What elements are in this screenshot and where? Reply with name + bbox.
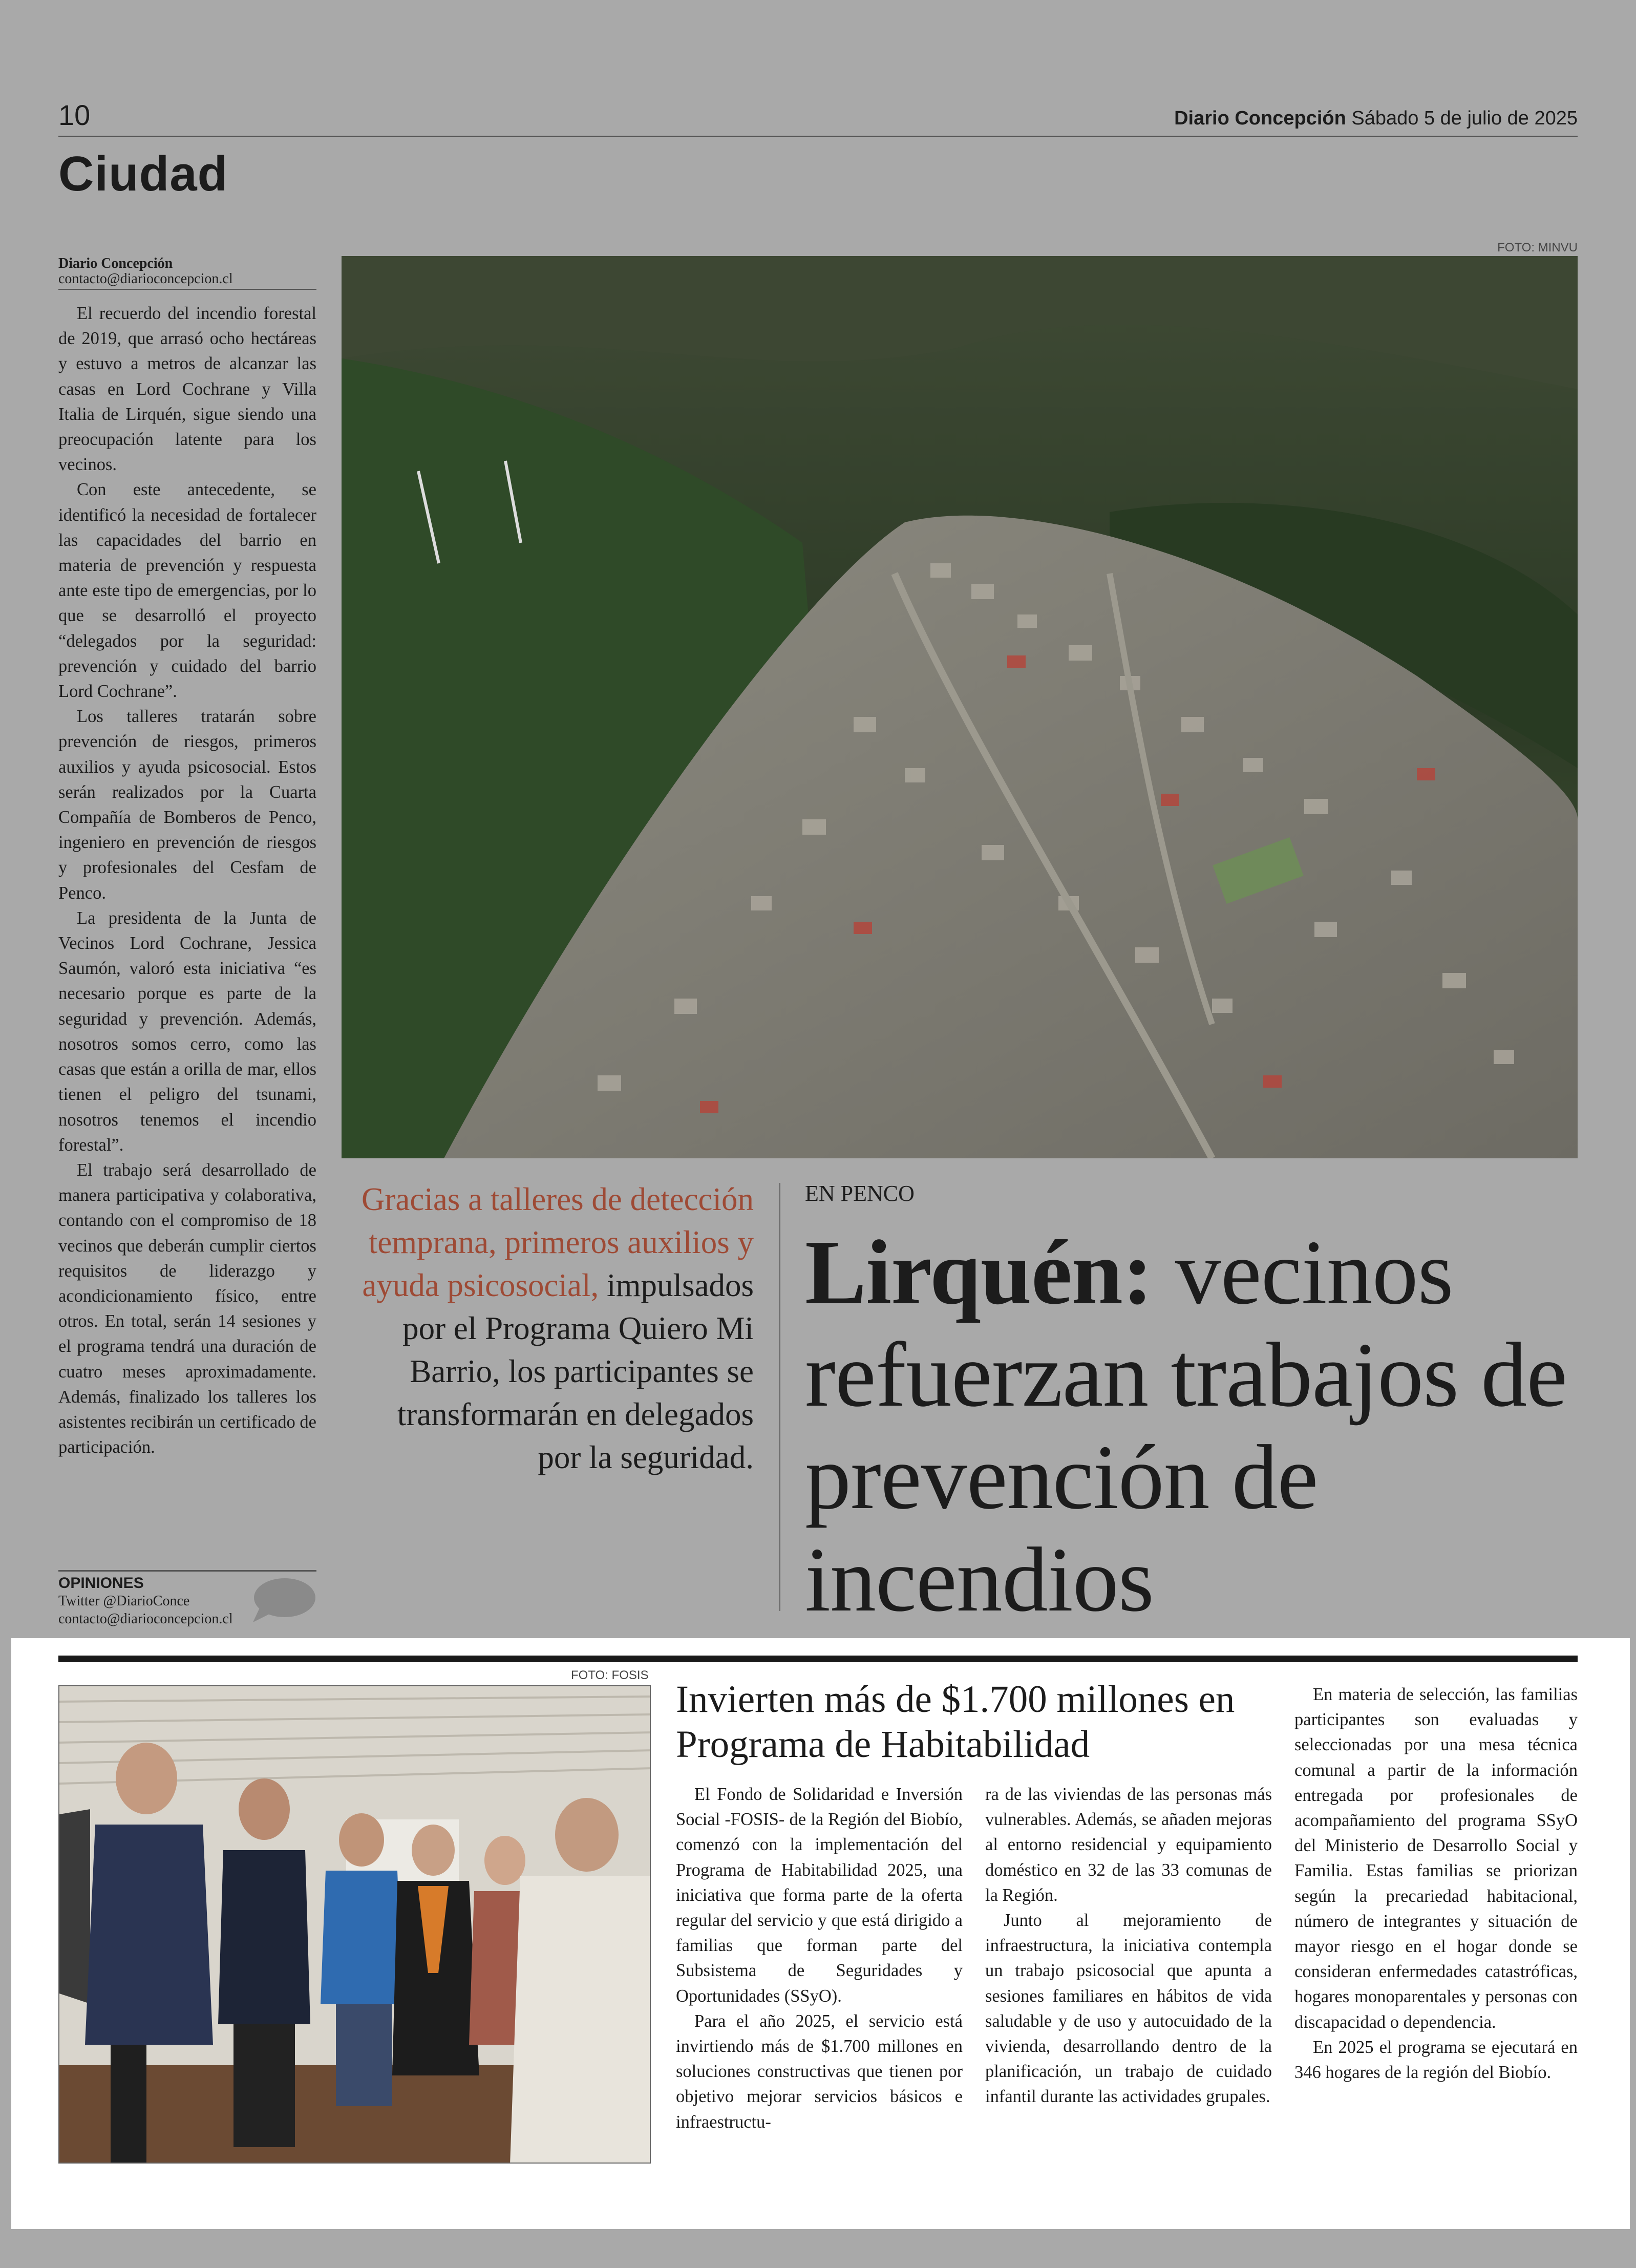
opiniones-email: contacto@diarioconcepcion.cl <box>58 1611 233 1627</box>
main-headline <box>805 1221 1583 1631</box>
article-paragraph: El recuerdo del incendio forestal de 2019, que arrasó ocho hectáreas y estuvo a metros de alcanzar las casas en Lord Cochrane y Villa Italia de Lirquén, sigue siendo una preocupación latente para los vecinos. <box>58 304 316 475</box>
kicker: EN PENCO <box>805 1181 915 1206</box>
photo-credit: FOTO: MINVU <box>1497 241 1578 255</box>
masthead-line <box>1174 108 1578 130</box>
header-rule <box>58 136 1578 137</box>
aerial-photo <box>342 256 1578 1158</box>
opiniones-twitter: Twitter @DiarioConce <box>58 1593 190 1609</box>
secondary-column-1 <box>676 1782 963 2135</box>
article-paragraph: Con este antecedente, se identificó la necesidad de fortalecer las capacidades del barrio en materia de prevención y respuesta ante este tipo de emergencias, por lo que se desarrolló el proyecto “delegados por la seguridad: prevención y cuidado del barrio Lord Cochrane”. <box>58 480 316 702</box>
page-number: 10 <box>58 99 91 131</box>
article-paragraph: El Fondo de Solidaridad e Inversión Social -FOSIS- de la Región del Biobío, comenzó con la implementación del Programa de Habitabilidad 2025, una iniciativa que forma parte de la oferta regular del servicio y que está dirigido a familias que forman parte del Subsistema de Seguridades y Oportunidades (SSyO). <box>676 1785 963 2006</box>
article-paragraph: En 2025 el programa se ejecutará en 346 hogares de la región del Biobío. <box>1294 2037 1578 2083</box>
author-email: contacto@diarioconcepcion.cl <box>58 271 233 287</box>
article-body <box>58 301 316 1460</box>
byline <box>58 256 316 290</box>
article-paragraph: Para el año 2025, el servicio está invirtiendo más de $1.700 millones en soluciones constructivas que tienen por objetivo mejorar servicios básicos e infraestructu- <box>676 2011 963 2132</box>
article-paragraph: En materia de selección, las familias participantes son evaluadas y seleccionadas por una mesa técnica comunal a partir de la información entregada por profesionales de acompañamiento del programa SSyO del Ministerio de Desarrollo Social y Familia. Estas familias se priorizan según la precariedad habitacional, número de integrantes y situación de mayor riesgo en el hogar donde se consideran enfermedades catastróficas, hogares monoparentales y personas con discapacidad o dependencia. <box>1294 1685 1578 2032</box>
article-paragraph: Los talleres tratarán sobre prevención de riesgos, primeros auxilios y ayuda psicosocial. Estos serán realizados por la Cuarta Compañía de Bomberos de Penco, ingeniero en prevención de riesgos y profesionales del Cesfam de Penco. <box>58 707 316 903</box>
section-rule <box>58 1656 1578 1662</box>
dek-highlight: Gracias a talleres de detección temprana, primeros auxilios y ayuda psicosocial, <box>361 1181 754 1303</box>
column-divider <box>779 1183 780 1611</box>
secondary-column-3 <box>1294 1682 1578 2085</box>
article-dek <box>358 1178 754 1479</box>
headline-bold: Lirquén: <box>805 1221 1153 1323</box>
headline-rest: vecinos refuerzan trabajos de prevención de incendios <box>805 1221 1567 1630</box>
issue-date: Sábado 5 de julio de 2025 <box>1351 108 1578 129</box>
opiniones-title: OPINIONES <box>58 1575 144 1592</box>
dek-rest: impulsados por el Programa Quiero Mi Barrio, los participantes se transformarán en delegados por la seguridad. <box>397 1267 754 1475</box>
article-paragraph: La presidenta de la Junta de Vecinos Lord Cochrane, Jessica Saumón, valoró esta iniciativa “es necesario porque es parte de la seguridad y prevención. Además, nosotros somos cerro, como las casas que están a orilla de mar, ellos tienen el peligro del tsunami, nosotros tenemos el incendio forestal”. <box>58 908 316 1155</box>
newspaper-name: Diario Concepción <box>1174 108 1346 129</box>
opiniones-rule <box>58 1570 316 1572</box>
group-photo <box>58 1685 651 2164</box>
article-paragraph: Junto al mejoramiento de infraestructura, la iniciativa contempla un trabajo psicosocial que apunta a sesiones familiares en hábitos de vida saludable y de uso y autocuidado de la vivienda, desarrollando dentro de la planificación, un trabajo de cuidado infantil durante las actividades grupales. <box>985 1911 1272 2107</box>
secondary-column-2 <box>985 1782 1272 2110</box>
article-paragraph: El trabajo será desarrollado de manera participativa y colaborativa, contando con el compromiso de 18 vecinos que deberán cumplir ciertos requisitos de liderazgo y acondicionamiento físico, entre otros. En total, serán 14 sesiones y el programa tendrá una duración de cuatro meses aproximadamente. Además, finalizado los talleres los asistentes recibirán un certificado de participación. <box>58 1160 316 1457</box>
secondary-headline: Invierten más de $1.700 millones en Programa de Habitabilidad <box>676 1678 1235 1766</box>
section-title: Ciudad <box>58 146 228 201</box>
speech-bubble-icon <box>251 1577 316 1623</box>
photo-credit-secondary: FOTO: FOSIS <box>571 1668 649 1682</box>
author-name: Diario Concepción <box>58 256 173 271</box>
article-paragraph: ra de las viviendas de las personas más vulnerables. Además, se añaden mejoras al entorno residencial y equipamiento doméstico en 32 de las 33 comunas de la Región. <box>985 1785 1272 1905</box>
